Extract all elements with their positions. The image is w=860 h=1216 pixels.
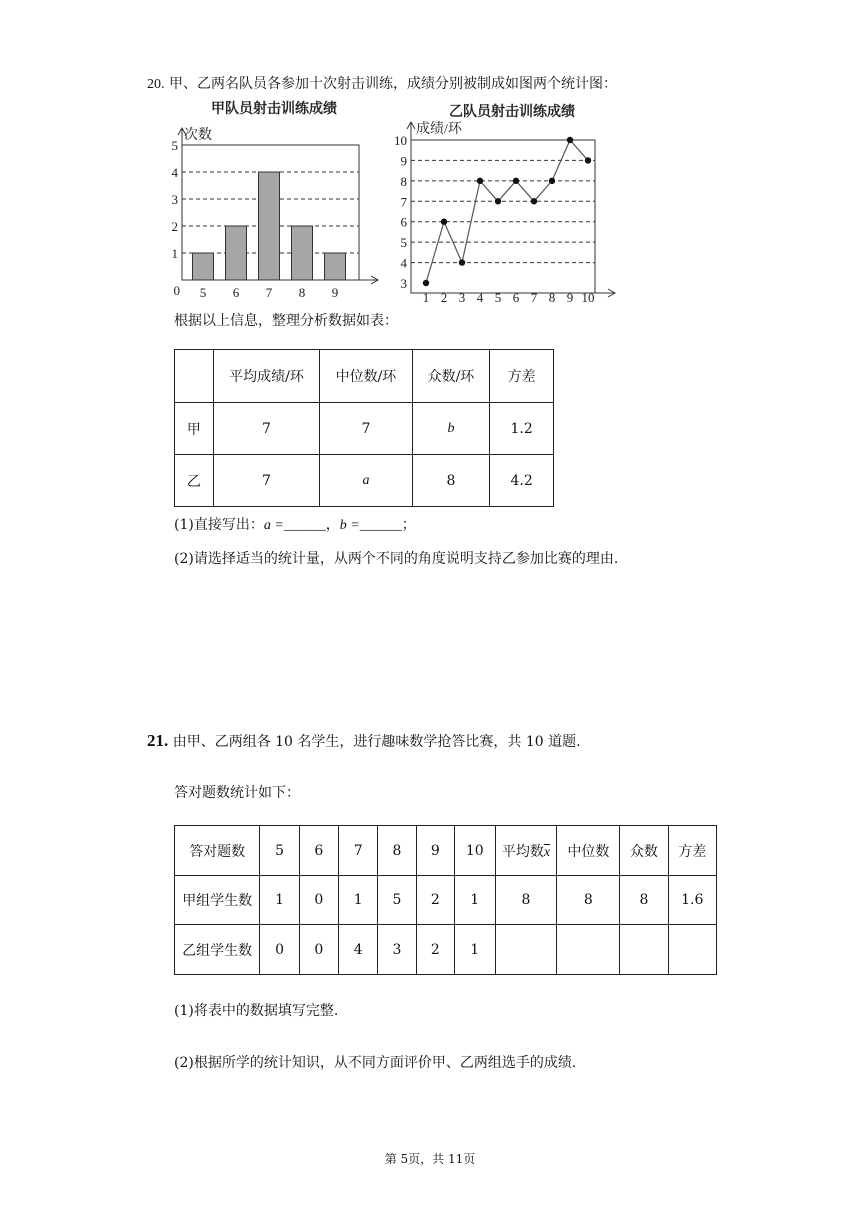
yi-line-chart — [390, 96, 620, 304]
q20-cell-b: b — [412, 403, 490, 455]
q21-header-mode: 众数 — [620, 826, 668, 876]
q20-cell: 4.2 — [490, 455, 554, 507]
q20-part2: (2)请选择适当的统计量，从两个不同的角度说明支持乙参加比赛的理由. — [174, 551, 619, 567]
q21-stem-text: 由甲、乙两组各 10 名学生，进行趣味数学抢答比赛，共 10 道题. — [172, 734, 581, 750]
line-point — [585, 157, 591, 163]
line-point — [531, 198, 537, 204]
q20-header-median: 中位数/环 — [320, 350, 412, 403]
line-ytick-label: 6 — [400, 214, 407, 230]
bar-rect — [226, 226, 247, 280]
q21-number: 21. — [147, 731, 169, 750]
line-ytick-label: 8 — [400, 173, 407, 189]
bar-rect — [292, 226, 313, 280]
q21-table — [174, 825, 717, 975]
q21-cell: 1 — [455, 876, 496, 925]
bar-ytick-label: 2 — [171, 219, 178, 234]
q21-lead: 答对题数统计如下： — [174, 785, 300, 801]
line-xtick-label: 9 — [566, 290, 574, 304]
q21-stem — [147, 731, 581, 752]
line-xtick-label: 6 — [512, 290, 520, 304]
bar-rect — [193, 253, 214, 280]
line-ytick-label: 10 — [394, 133, 407, 148]
bar-y-axis-label: 次数 — [184, 128, 212, 143]
q21-cell: 1 — [260, 876, 299, 925]
bar-ytick-label: 5 — [171, 138, 178, 153]
line-point — [459, 259, 465, 265]
line-xtick-label: 2 — [440, 290, 448, 304]
q21-header-label: 答对题数 — [175, 826, 260, 876]
q21-header-median: 中位数 — [557, 826, 620, 876]
q21-cell: 8 — [620, 876, 668, 925]
q20-cell: 乙 — [175, 455, 214, 507]
line-xtick-label: 3 — [458, 290, 466, 304]
line-point — [441, 219, 447, 225]
jia-bar-chart — [168, 96, 386, 304]
q21-header-8: 8 — [378, 826, 416, 876]
line-xtick-label: 5 — [494, 290, 502, 304]
q21-cell: 8 — [495, 876, 557, 925]
q20-cell: 1.2 — [490, 403, 554, 455]
q20-table — [174, 349, 554, 507]
q21-cell: 0 — [299, 876, 338, 925]
q21-cell: 8 — [557, 876, 620, 925]
q21-cell: 1 — [455, 925, 496, 975]
q20-cell-a: a — [320, 455, 412, 507]
line-y-axis-label: 成绩/环 — [416, 122, 462, 137]
q20-part1-sep: ， — [325, 517, 340, 533]
line-point — [423, 280, 429, 286]
q21-mean-label: 平均数 — [501, 843, 544, 860]
bar-xtick-label: 6 — [232, 285, 240, 300]
line-xtick-label: 1 — [422, 290, 430, 304]
q21-cell-blank[interactable] — [668, 925, 716, 975]
q20-header-mode: 众数/环 — [412, 350, 490, 403]
q21-header-7: 7 — [339, 826, 378, 876]
line-ytick-label: 7 — [400, 194, 407, 210]
bar-rect — [259, 172, 280, 280]
q20-header-mean: 平均成绩/环 — [213, 350, 319, 403]
line-series-path — [426, 140, 588, 283]
line-xtick-label: 4 — [476, 290, 484, 304]
q20-part1 — [174, 515, 416, 536]
line-chart-title: 乙队员射击训练成绩 — [449, 105, 575, 120]
q21-cell-blank[interactable] — [495, 925, 557, 975]
q20-header-variance: 方差 — [490, 350, 554, 403]
q20-header-blank — [175, 350, 214, 403]
q21-cell: 1 — [339, 876, 378, 925]
q20-cell: 7 — [320, 403, 412, 455]
bar-xtick-label: 7 — [265, 285, 273, 300]
q21-header-10: 10 — [455, 826, 496, 876]
q20-part1-prefix: (1)直接写出： — [174, 517, 264, 533]
q21-row-yi — [175, 925, 717, 975]
q21-cell: 2 — [416, 925, 454, 975]
line-xtick-label: 10 — [581, 290, 595, 304]
q21-header-mean — [495, 826, 557, 876]
line-point — [477, 178, 483, 184]
q21-cell: 2 — [416, 876, 454, 925]
q20-cell: 8 — [412, 455, 490, 507]
q20-cell: 7 — [213, 455, 319, 507]
line-ytick-label: 4 — [400, 255, 407, 271]
line-point — [495, 198, 501, 204]
page-footer: 第 5页，共 11页 — [384, 1152, 476, 1166]
q21-header-5: 5 — [260, 826, 299, 876]
q20-number: 20. — [147, 77, 165, 92]
line-ytick-label: 9 — [400, 153, 407, 169]
bar-xtick-label: 8 — [298, 285, 306, 300]
q20-part1-end: ； — [401, 517, 416, 533]
q20-part1-a: a =______ — [263, 518, 326, 533]
q21-cell: 1.6 — [668, 876, 716, 925]
q21-cell: 4 — [339, 925, 378, 975]
q21-cell: 0 — [299, 925, 338, 975]
line-ytick-label: 3 — [400, 276, 407, 291]
q21-header-6: 6 — [299, 826, 338, 876]
q20-stem — [147, 74, 617, 95]
bar-origin-label: 0 — [173, 283, 180, 298]
q20-stem-text: 甲、乙两名队员各参加十次射击训练，成绩分别被制成如图两个统计图： — [168, 76, 617, 92]
q20-cell: 7 — [213, 403, 319, 455]
q21-part2: (2)根据所学的统计知识，从不同方面评价甲、乙两组选手的成绩. — [174, 1055, 577, 1071]
line-xtick-label: 8 — [548, 290, 556, 304]
q21-cell: 乙组学生数 — [175, 925, 260, 975]
q20-cell: 甲 — [175, 403, 214, 455]
q21-cell: 甲组学生数 — [175, 876, 260, 925]
line-ytick-label: 5 — [400, 235, 407, 251]
line-plot-frame — [411, 140, 595, 293]
bar-chart-title: 甲队员射击训练成绩 — [211, 102, 337, 117]
q21-part1: (1)将表中的数据填写完整. — [174, 1003, 339, 1019]
bar-ytick-label: 3 — [171, 192, 178, 207]
q21-mean-symbol: $\overline{x}$ — [543, 844, 551, 860]
q20-lead: 根据以上信息，整理分析数据如表： — [174, 313, 398, 329]
bar-ytick-label: 4 — [171, 165, 178, 180]
q21-cell-blank[interactable] — [620, 925, 668, 975]
q21-cell: 0 — [260, 925, 299, 975]
line-point — [567, 137, 573, 143]
q21-header-9: 9 — [416, 826, 454, 876]
q21-cell: 3 — [378, 925, 416, 975]
q21-cell-blank[interactable] — [557, 925, 620, 975]
bar-xtick-label: 5 — [199, 285, 207, 300]
q21-cell: 5 — [378, 876, 416, 925]
line-point — [513, 178, 519, 184]
line-point — [549, 178, 555, 184]
q20-row-jia — [175, 403, 554, 455]
bar-ytick-label: 1 — [171, 246, 178, 261]
q20-part1-b: b =______ — [339, 518, 402, 533]
bar-rect — [325, 253, 346, 280]
q21-row-jia — [175, 876, 717, 925]
bar-xtick-label: 9 — [331, 285, 339, 300]
line-xtick-label: 7 — [530, 290, 538, 304]
q20-row-yi — [175, 455, 554, 507]
q21-header-variance: 方差 — [668, 826, 716, 876]
